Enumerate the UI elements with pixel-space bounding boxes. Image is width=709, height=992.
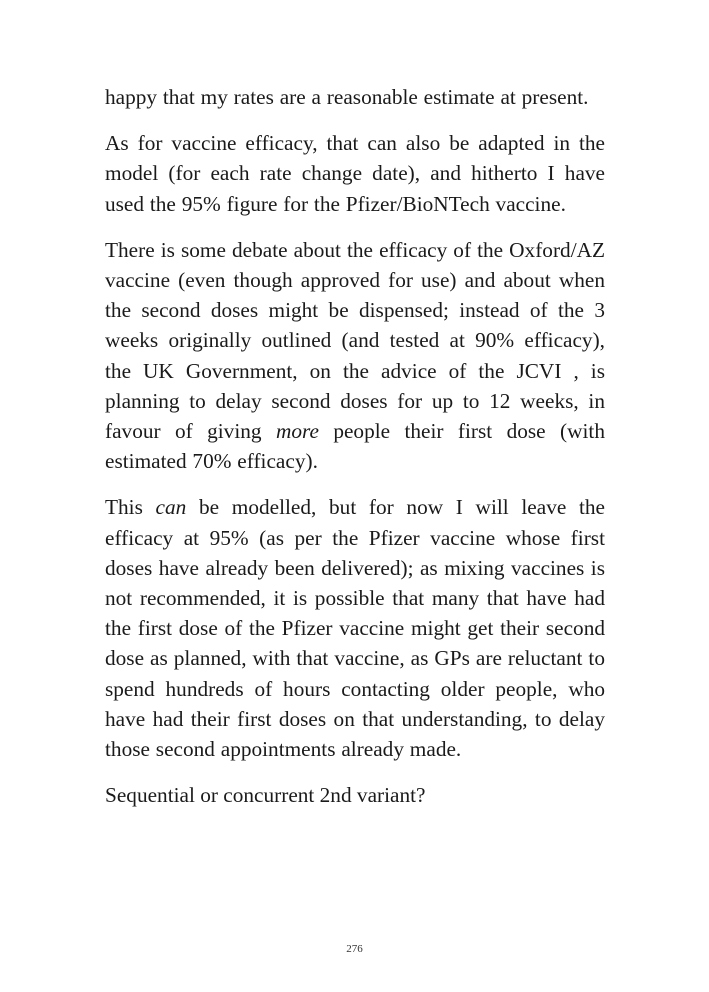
paragraph-text: As for vaccine efficacy, that can also be adapted in the model (for each rate change date), and hitherto I have used the 95% figure for the Pfizer/BioNTech vaccine. <box>105 131 605 216</box>
paragraph-text: This <box>105 495 156 520</box>
paragraph-text: be modelled, but for now I will leave the efficacy at 95% (as per the Pfizer vaccine whose first doses have already been delivered); as mixing vaccines is not recommended, it is possible that many that have had the first dose of the Pfizer vaccine might get their second dose as planned, with that vaccine, as GPs are reluctant to spend hundreds of hours contacting older people, who have had their first doses on that understanding, to delay those second appointments already made. <box>105 495 605 762</box>
emphasis-can: can <box>155 495 187 520</box>
section-heading: Sequential or concurrent 2nd variant? <box>105 783 426 808</box>
paragraph-text: people their first dose (with estimated 70% efficacy). <box>105 419 605 474</box>
paragraph-oxford-az-debate <box>105 235 605 477</box>
page-number: 276 <box>346 943 363 955</box>
emphasis-more: more <box>275 419 319 444</box>
page-body <box>105 82 605 810</box>
paragraph-text: happy that my rates are a reasonable estimate at present. <box>105 85 589 109</box>
paragraph-text: There is some debate about the efficacy of the Oxford/AZ vaccine (even though approved for use) and about when the second doses might be dispensed; instead of the 3 weeks originally outlined (and tested at 90% efficacy), the UK Government, on the advice of the JCVI , is planning to delay second doses for up to 12 weeks, in favour of giving <box>105 237 605 444</box>
paragraph-rates-estimate <box>105 82 605 112</box>
paragraph-vaccine-efficacy <box>105 128 605 219</box>
paragraph-modelling-note <box>105 492 605 764</box>
